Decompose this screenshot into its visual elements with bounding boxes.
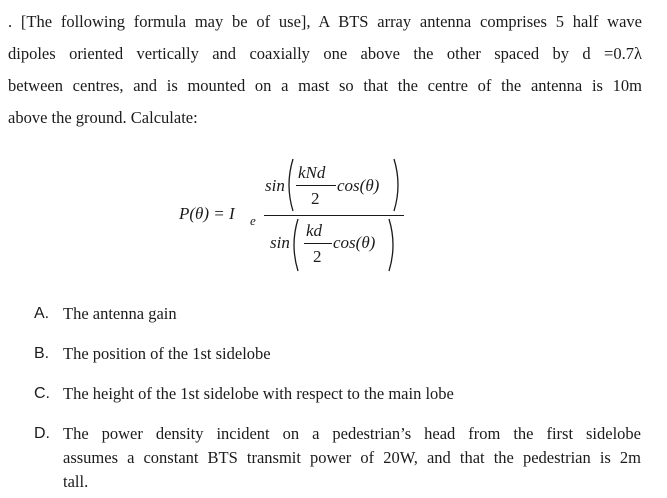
option-d-label: D.: [34, 425, 50, 442]
numerator-frac-bottom: 2: [311, 189, 320, 208]
option-c-text: The height of the 1st sidelobe with respect to the main lobe: [63, 384, 454, 403]
option-d-text-line-1: The power density incident on a pedestrian’s head from the first sidelobe: [63, 424, 641, 443]
formula-lhs: P(θ) = I: [179, 204, 235, 223]
denominator-left-paren: [289, 218, 299, 272]
question-paragraph: [8, 6, 642, 134]
denominator-cos: cos(θ): [333, 233, 376, 252]
option-a-text: The antenna gain: [63, 304, 177, 323]
question-line-1: . [The following formula may be of use], A BTS array antenna comprises 5 half wave: [8, 12, 642, 31]
option-b-label: B.: [34, 345, 50, 362]
question-line-3: between centres, and is mounted on a mast so that the centre of the antenna is 10m: [8, 76, 642, 95]
numerator-inner-fraction-bar: [296, 185, 336, 186]
question-line-2: dipoles oriented vertically and coaxially one above the other spaced by d =0.7λ: [8, 44, 642, 63]
formula-lhs-subscript: e: [250, 213, 256, 228]
numerator-cos: cos(θ): [337, 176, 380, 195]
option-d-text-line-3: tall.: [63, 472, 89, 491]
denominator-right-paren: [388, 218, 398, 272]
numerator-right-paren: [393, 158, 403, 212]
option-a-label: A.: [34, 305, 50, 322]
option-d-text-line-2: assumes a constant BTS transmit power of 20W, and that the pedestrian is 2m: [63, 448, 641, 467]
denominator-frac-top: kd: [306, 221, 323, 240]
denominator-inner-fraction-bar: [304, 243, 332, 244]
numerator-sin: sin: [265, 176, 285, 195]
main-fraction-bar: [264, 215, 404, 216]
numerator-left-paren: [284, 158, 294, 212]
option-b-text: The position of the 1st sidelobe: [63, 344, 271, 363]
denominator-frac-bottom: 2: [313, 247, 322, 266]
denominator-sin: sin: [270, 233, 290, 252]
question-line-4: above the ground. Calculate:: [8, 108, 198, 127]
numerator-frac-top: kNd: [298, 163, 326, 182]
option-c-label: C.: [34, 385, 50, 402]
